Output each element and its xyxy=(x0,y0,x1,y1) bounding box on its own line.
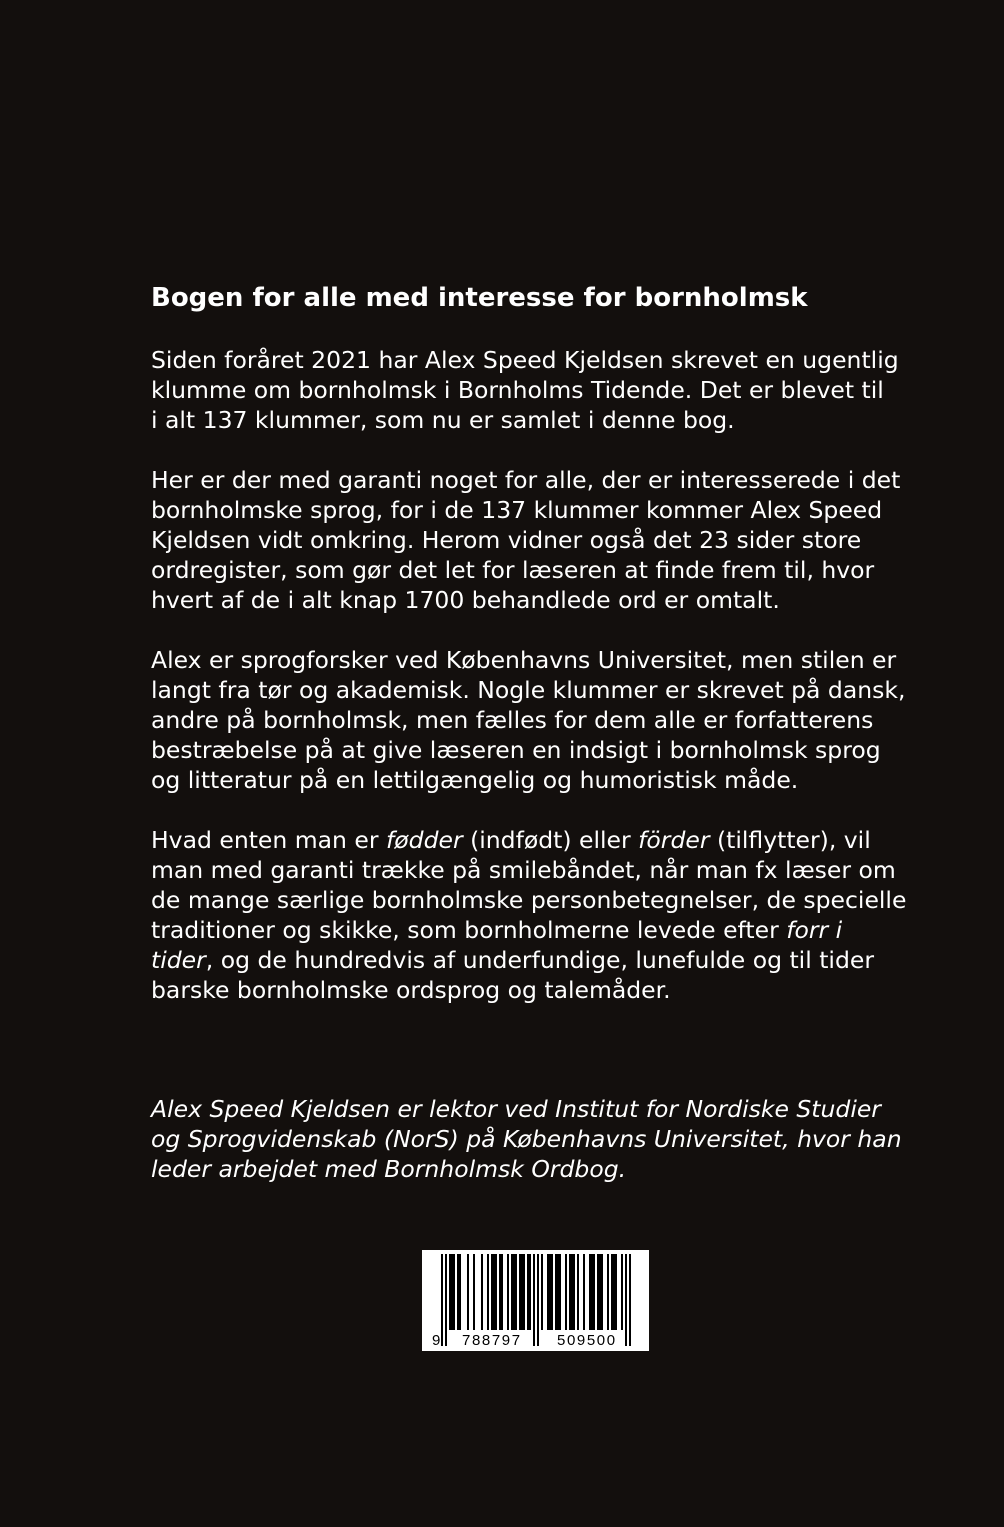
barcode-bar xyxy=(487,1254,489,1330)
blurb-text: ordregister, som gør det let for læseren at finde frem til, hvor xyxy=(151,556,875,584)
barcode-bar xyxy=(555,1254,557,1330)
barcode-bar xyxy=(521,1254,523,1330)
author-bio-line: leder arbejdet med Bornholmsk Ordbog. xyxy=(151,1155,627,1183)
barcode-bar xyxy=(527,1254,529,1330)
barcode-bar xyxy=(523,1254,525,1330)
barcode-bar xyxy=(559,1254,561,1330)
blurb-paragraph xyxy=(151,465,951,615)
blurb-text: , og de hundredvis af underfundige, lunefulde og til tider xyxy=(205,946,874,974)
blurb-line xyxy=(151,405,951,435)
blurb-line xyxy=(151,525,951,555)
barcode-guard-bar xyxy=(625,1254,627,1346)
blurb-line xyxy=(151,675,951,705)
blurb-text: (indfødt) eller xyxy=(462,826,639,854)
barcode-left-digits: 788797 xyxy=(462,1332,522,1349)
blurb-line xyxy=(151,495,951,525)
barcode-bar xyxy=(453,1254,455,1330)
blurb-line xyxy=(151,555,951,585)
barcode-right-digits: 509500 xyxy=(557,1332,617,1349)
blurb-text: klumme om bornholmsk i Bornholms Tidende. Det er blevet til xyxy=(151,376,884,404)
blurb-text: barske bornholmske ordsprog og talemåder. xyxy=(151,976,671,1004)
blurb-line xyxy=(151,645,951,675)
barcode-bar xyxy=(613,1254,615,1330)
blurb-line xyxy=(151,885,951,915)
barcode-bar xyxy=(511,1254,513,1330)
barcode-first-digit: 9 xyxy=(432,1332,441,1349)
barcode-bar xyxy=(591,1254,593,1330)
blurb-body xyxy=(151,345,951,1035)
barcode-bar xyxy=(459,1254,461,1330)
barcode-bar xyxy=(611,1254,613,1330)
blurb-italic-term: förder xyxy=(638,826,710,854)
barcode-bar xyxy=(529,1254,531,1330)
barcode-guard-bar xyxy=(445,1254,447,1346)
barcode-bar xyxy=(549,1254,551,1330)
barcode-bar xyxy=(473,1254,475,1330)
author-bio xyxy=(151,1094,902,1184)
barcode-bar xyxy=(501,1254,503,1330)
blurb-line xyxy=(151,855,951,885)
blurb-text: i alt 137 klummer, som nu er samlet i denne bog. xyxy=(151,406,735,434)
barcode-bar xyxy=(577,1254,579,1330)
isbn-barcode xyxy=(422,1250,649,1351)
blurb-line xyxy=(151,975,951,1005)
barcode-bar xyxy=(597,1254,599,1330)
blurb-line xyxy=(151,825,951,855)
blurb-line xyxy=(151,375,951,405)
barcode-bar xyxy=(593,1254,595,1330)
blurb-line xyxy=(151,345,951,375)
barcode-bar xyxy=(541,1254,543,1330)
blurb-text: langt fra tør og akademisk. Nogle klummer er skrevet på dansk, xyxy=(151,676,906,704)
blurb-italic-term: forr i xyxy=(786,916,843,944)
barcode-bar xyxy=(499,1254,501,1330)
barcode-bar xyxy=(481,1254,483,1330)
blurb-text: traditioner og skikke, som bornholmerne levede efter xyxy=(151,916,787,944)
blurb-text: bornholmske sprog, for i de 137 klummer kommer Alex Speed xyxy=(151,496,883,524)
barcode-bar xyxy=(571,1254,573,1330)
blurb-text: og litteratur på en lettilgængelig og humoristisk måde. xyxy=(151,766,799,794)
blurb-text: (tilflytter), vil xyxy=(709,826,871,854)
barcode-bar xyxy=(583,1254,585,1330)
barcode-bar xyxy=(621,1254,623,1330)
blurb-text: Her er der med garanti noget for alle, der er interesserede i det xyxy=(151,466,901,494)
barcode-guard-bar xyxy=(533,1254,535,1346)
barcode-bar xyxy=(589,1254,591,1330)
blurb-text: andre på bornholmsk, men fælles for dem alle er forfatterens xyxy=(151,706,874,734)
barcode-bar xyxy=(569,1254,571,1330)
blurb-text: de mange særlige bornholmske personbetegnelser, de specielle xyxy=(151,886,907,914)
barcode-bar xyxy=(491,1254,493,1330)
blurb-paragraph xyxy=(151,345,951,435)
blurb-paragraph xyxy=(151,825,951,1005)
barcode-guard-bar xyxy=(441,1254,443,1346)
barcode-bar xyxy=(467,1254,469,1330)
barcode-bar xyxy=(547,1254,549,1330)
blurb-line xyxy=(151,765,951,795)
blurb-text: Siden foråret 2021 har Alex Speed Kjeldsen skrevet en ugentlig xyxy=(151,346,899,374)
barcode-bar xyxy=(495,1254,497,1330)
barcode-bar xyxy=(451,1254,453,1330)
blurb-line xyxy=(151,915,951,945)
blurb-text: man med garanti trække på smilebåndet, når man fx læser om xyxy=(151,856,896,884)
barcode-bar xyxy=(449,1254,451,1330)
blurb-text: Hvad enten man er xyxy=(151,826,386,854)
blurb-line xyxy=(151,705,951,735)
blurb-heading: Bogen for alle med interesse for bornholmsk xyxy=(151,283,808,313)
blurb-paragraph xyxy=(151,645,951,795)
blurb-text: hvert af de i alt knap 1700 behandlede ord er omtalt. xyxy=(151,586,780,614)
barcode-guard-bar xyxy=(537,1254,539,1346)
blurb-text: Alex er sprogforsker ved Københavns Universitet, men stilen er xyxy=(151,646,897,674)
blurb-italic-term: tider xyxy=(151,946,206,974)
blurb-line xyxy=(151,735,951,765)
blurb-text: bestræbelse på at give læseren en indsigt i bornholmsk sprog xyxy=(151,736,881,764)
barcode-bar xyxy=(519,1254,521,1330)
barcode-bar xyxy=(615,1254,617,1330)
barcode-bar xyxy=(601,1254,603,1330)
blurb-line xyxy=(151,465,951,495)
barcode-bar xyxy=(551,1254,553,1330)
barcode-bar xyxy=(557,1254,559,1330)
blurb-text: Kjeldsen vidt omkring. Herom vidner også det 23 sider store xyxy=(151,526,862,554)
barcode-bar xyxy=(515,1254,517,1330)
blurb-italic-term: fødder xyxy=(386,826,463,854)
blurb-line xyxy=(151,585,951,615)
barcode-bar xyxy=(565,1254,567,1330)
barcode-bar xyxy=(513,1254,515,1330)
barcode-bar xyxy=(457,1254,459,1330)
author-bio-line: Alex Speed Kjeldsen er lektor ved Institut for Nordiske Studier xyxy=(151,1095,881,1123)
barcode-bar xyxy=(493,1254,495,1330)
barcode-bar xyxy=(607,1254,609,1330)
barcode-bar xyxy=(573,1254,575,1330)
author-bio-line: og Sprogvidenskab (NorS) på Københavns Universitet, hvor han xyxy=(151,1125,902,1153)
barcode-bar xyxy=(599,1254,601,1330)
blurb-line xyxy=(151,945,951,975)
barcode-guard-bar xyxy=(629,1254,631,1346)
barcode-bar xyxy=(507,1254,509,1330)
